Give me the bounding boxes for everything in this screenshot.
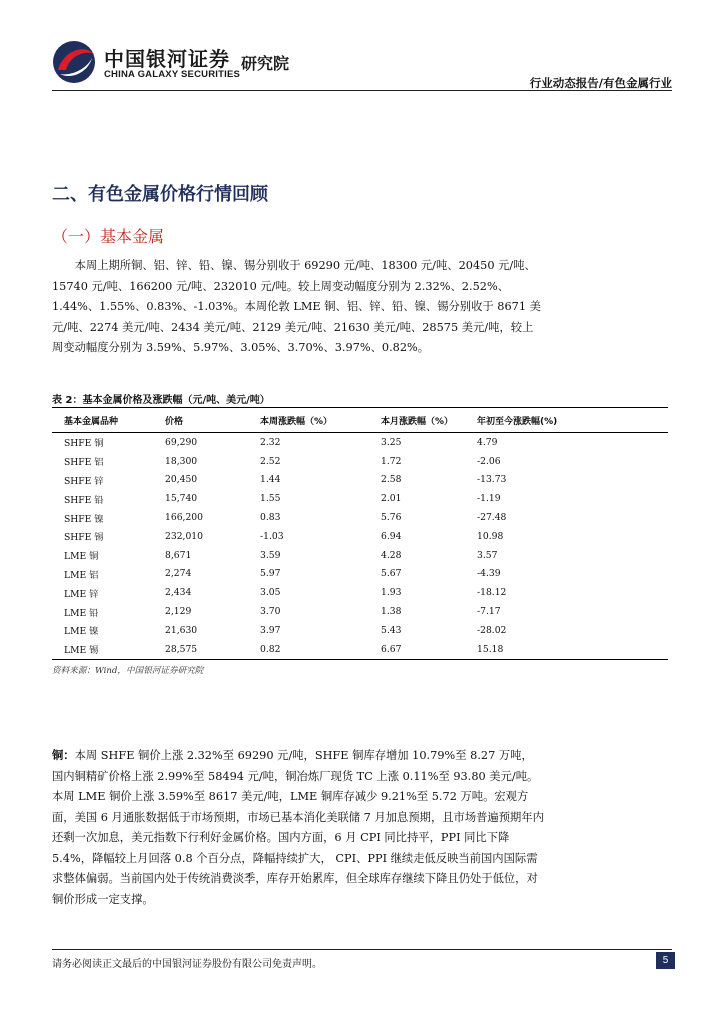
table-cell: -2.06 [477, 455, 501, 467]
copper-lead: 铜： [52, 748, 75, 762]
table-cell: 8,671 [165, 549, 192, 561]
table-cell: 2.52 [260, 455, 281, 467]
table-cell: LME 镍 [64, 626, 99, 638]
header-divider [52, 90, 672, 91]
table-caption: 表 2：基本金属价格及涨跌幅（元/吨、美元/吨） [52, 395, 270, 406]
table-cell: SHFE 铅 [64, 494, 104, 506]
table-cell: -1.19 [477, 493, 501, 505]
table-row [52, 527, 668, 546]
page-number: 5 [656, 952, 675, 969]
table-row [52, 452, 668, 471]
table-cell: 15.18 [477, 640, 668, 659]
table-cell: 1.55 [260, 493, 281, 505]
table-cell: -1.03 [260, 530, 284, 542]
table-cell: -4.39 [477, 568, 501, 580]
table-cell: 4.28 [381, 549, 402, 561]
copper-paragraph [52, 745, 544, 910]
table-cell: LME 铅 [64, 607, 99, 619]
table-cell: 3.59 [260, 549, 281, 561]
header-cell: 年初至今涨跌幅(%) [477, 408, 668, 433]
table-cell: 166,200 [165, 512, 203, 524]
metals-price-table [52, 407, 668, 660]
section-title: 二、有色金属价格行情回顾 [52, 184, 268, 205]
table-cell: -7.17 [477, 606, 501, 618]
table-cell: -13.73 [477, 474, 507, 486]
table-cell: SHFE 锌 [64, 475, 104, 487]
table-cell: -28.02 [477, 624, 507, 636]
table-cell: 0.82 [260, 640, 381, 659]
table-cell: 5.67 [381, 568, 402, 580]
company-logo [50, 40, 102, 84]
header-cell: 本周涨跌幅（%） [260, 408, 381, 433]
table-cell: 1.93 [381, 587, 402, 599]
table-cell: 4.79 [477, 436, 498, 448]
table-cell: 232,010 [165, 530, 203, 542]
table-cell: 2.01 [381, 493, 402, 505]
table-row [52, 565, 668, 584]
table-row [52, 583, 668, 602]
base-metals-paragraph: 本周上期所铜、铝、锌、铅、镍、锡分别收于 69290 元/吨、18300 元/吨、20450 元/吨、15740 元/吨、166200 元/吨、232010 元/吨。较上周变动幅度分别为 2.32%、2.52%、1.44%、1.55%、0.83%、-1.03%。本周伦敦 LME 铜、铝、锌、铅、镍、锡分别收于 8671 美元/吨、2274 美元/吨、2434 美元/吨、2129 美元/吨、21630 美元/吨、28575 美元/吨，较上周变动幅度分别为 3.59%、5.97%、3.05%、3.70%、3.97%、0.82%。 [52, 259, 541, 354]
table-cell: 18,300 [165, 455, 198, 467]
table-cell: SHFE 锡 [64, 532, 104, 544]
table-cell: 3.25 [381, 436, 402, 448]
logo-chinese-name: 中国银河证券 [104, 47, 230, 71]
table-cell: LME 铝 [64, 569, 99, 581]
table-cell: 3.57 [477, 549, 498, 561]
table-cell: 2.32 [260, 436, 281, 448]
table-cell: 0.83 [260, 512, 281, 524]
table-cell: 10.98 [477, 530, 504, 542]
table-cell: 15,740 [165, 493, 198, 505]
table-cell: 28,575 [165, 640, 260, 659]
table-row [52, 621, 668, 640]
table-row [52, 471, 668, 490]
table-row [52, 489, 668, 508]
table-cell: 5.97 [260, 568, 281, 580]
table-cell: LME 铜 [64, 551, 99, 563]
table-cell: 3.70 [260, 606, 281, 618]
footer-disclaimer: 请务必阅读正文最后的中国银河证券股份有限公司免责声明。 [52, 959, 322, 970]
copper-text: 本周 SHFE 铜价上涨 2.32%至 69290 元/吨，SHFE 铜库存增加 10.79%至 8.27 万吨，国内铜精矿价格上涨 2.99%至 58494 元/吨，铜冶炼厂现货 TC 上涨 0.11%至 93.80 美元/吨。本周 LME 铜价上涨 3.59%至 8617 美元/吨，LME 铜库存减少 9.21%至 5.72 万吨。宏观方面，美国 6 月通胀数据低于市场预期，市场已基本消化美联储 7 月加息预期，且市场普遍预期年内还剩一次加息，美元指数下行利好金属价格。国内方面，6 月 CPI 同比持平，PPI 同比下降 5.4%，降幅较上月回落 0.8 个百分点，降幅持续扩大， CPI、PPI 继续走低反映当前国内国际需求整体偏弱。当前国内处于传统消费淡季，库存开始累库，但全球库存继续下降且仍处于低位，对铜价形成一定支撑。 [52, 749, 544, 906]
header-cell: 本月涨跌幅（%） [381, 408, 477, 433]
table-row [52, 602, 668, 621]
table-cell: 3.97 [260, 624, 281, 636]
table-cell: -27.48 [477, 512, 507, 524]
table-cell: 2,434 [165, 587, 192, 599]
table-cell: 3.05 [260, 587, 281, 599]
table-header-row [52, 408, 668, 433]
header-cell: 基本金属品种 [52, 408, 165, 433]
table-cell: 5.43 [381, 624, 402, 636]
table-cell: 6.94 [381, 530, 402, 542]
table-cell: 2,274 [165, 568, 192, 580]
table-row [52, 433, 668, 452]
table-cell: 1.44 [260, 474, 281, 486]
header-cell: 价格 [165, 408, 260, 433]
subsection-title: （一）基本金属 [52, 227, 165, 246]
table-cell: SHFE 铜 [64, 438, 104, 450]
table-cell: SHFE 镍 [64, 513, 104, 525]
logo-english-name: CHINA GALAXY SECURITIES [104, 69, 241, 80]
table-cell: LME 锡 [52, 640, 165, 659]
table-cell: 2,129 [165, 606, 192, 618]
table-cell: 1.72 [381, 455, 402, 467]
table-source: 资料来源：Wind，中国银河证券研究院 [52, 666, 204, 676]
table-row [52, 546, 668, 565]
table-cell: 69,290 [165, 436, 198, 448]
table-cell: 1.38 [381, 606, 402, 618]
table-cell: 2.58 [381, 474, 402, 486]
table-cell: 21,630 [165, 624, 198, 636]
report-type: 行业动态报告/有色金属行业 [529, 76, 672, 90]
table-cell: -18.12 [477, 587, 507, 599]
table-cell: LME 锌 [64, 588, 99, 600]
table-cell: 20,450 [165, 474, 198, 486]
table-cell: 5.76 [381, 512, 402, 524]
table-cell: SHFE 铝 [64, 457, 104, 469]
table-cell: 6.67 [381, 640, 477, 659]
table-row [52, 640, 668, 659]
table-row [52, 508, 668, 527]
footer-divider [52, 949, 672, 950]
institute-label: 研究院 [241, 54, 290, 73]
